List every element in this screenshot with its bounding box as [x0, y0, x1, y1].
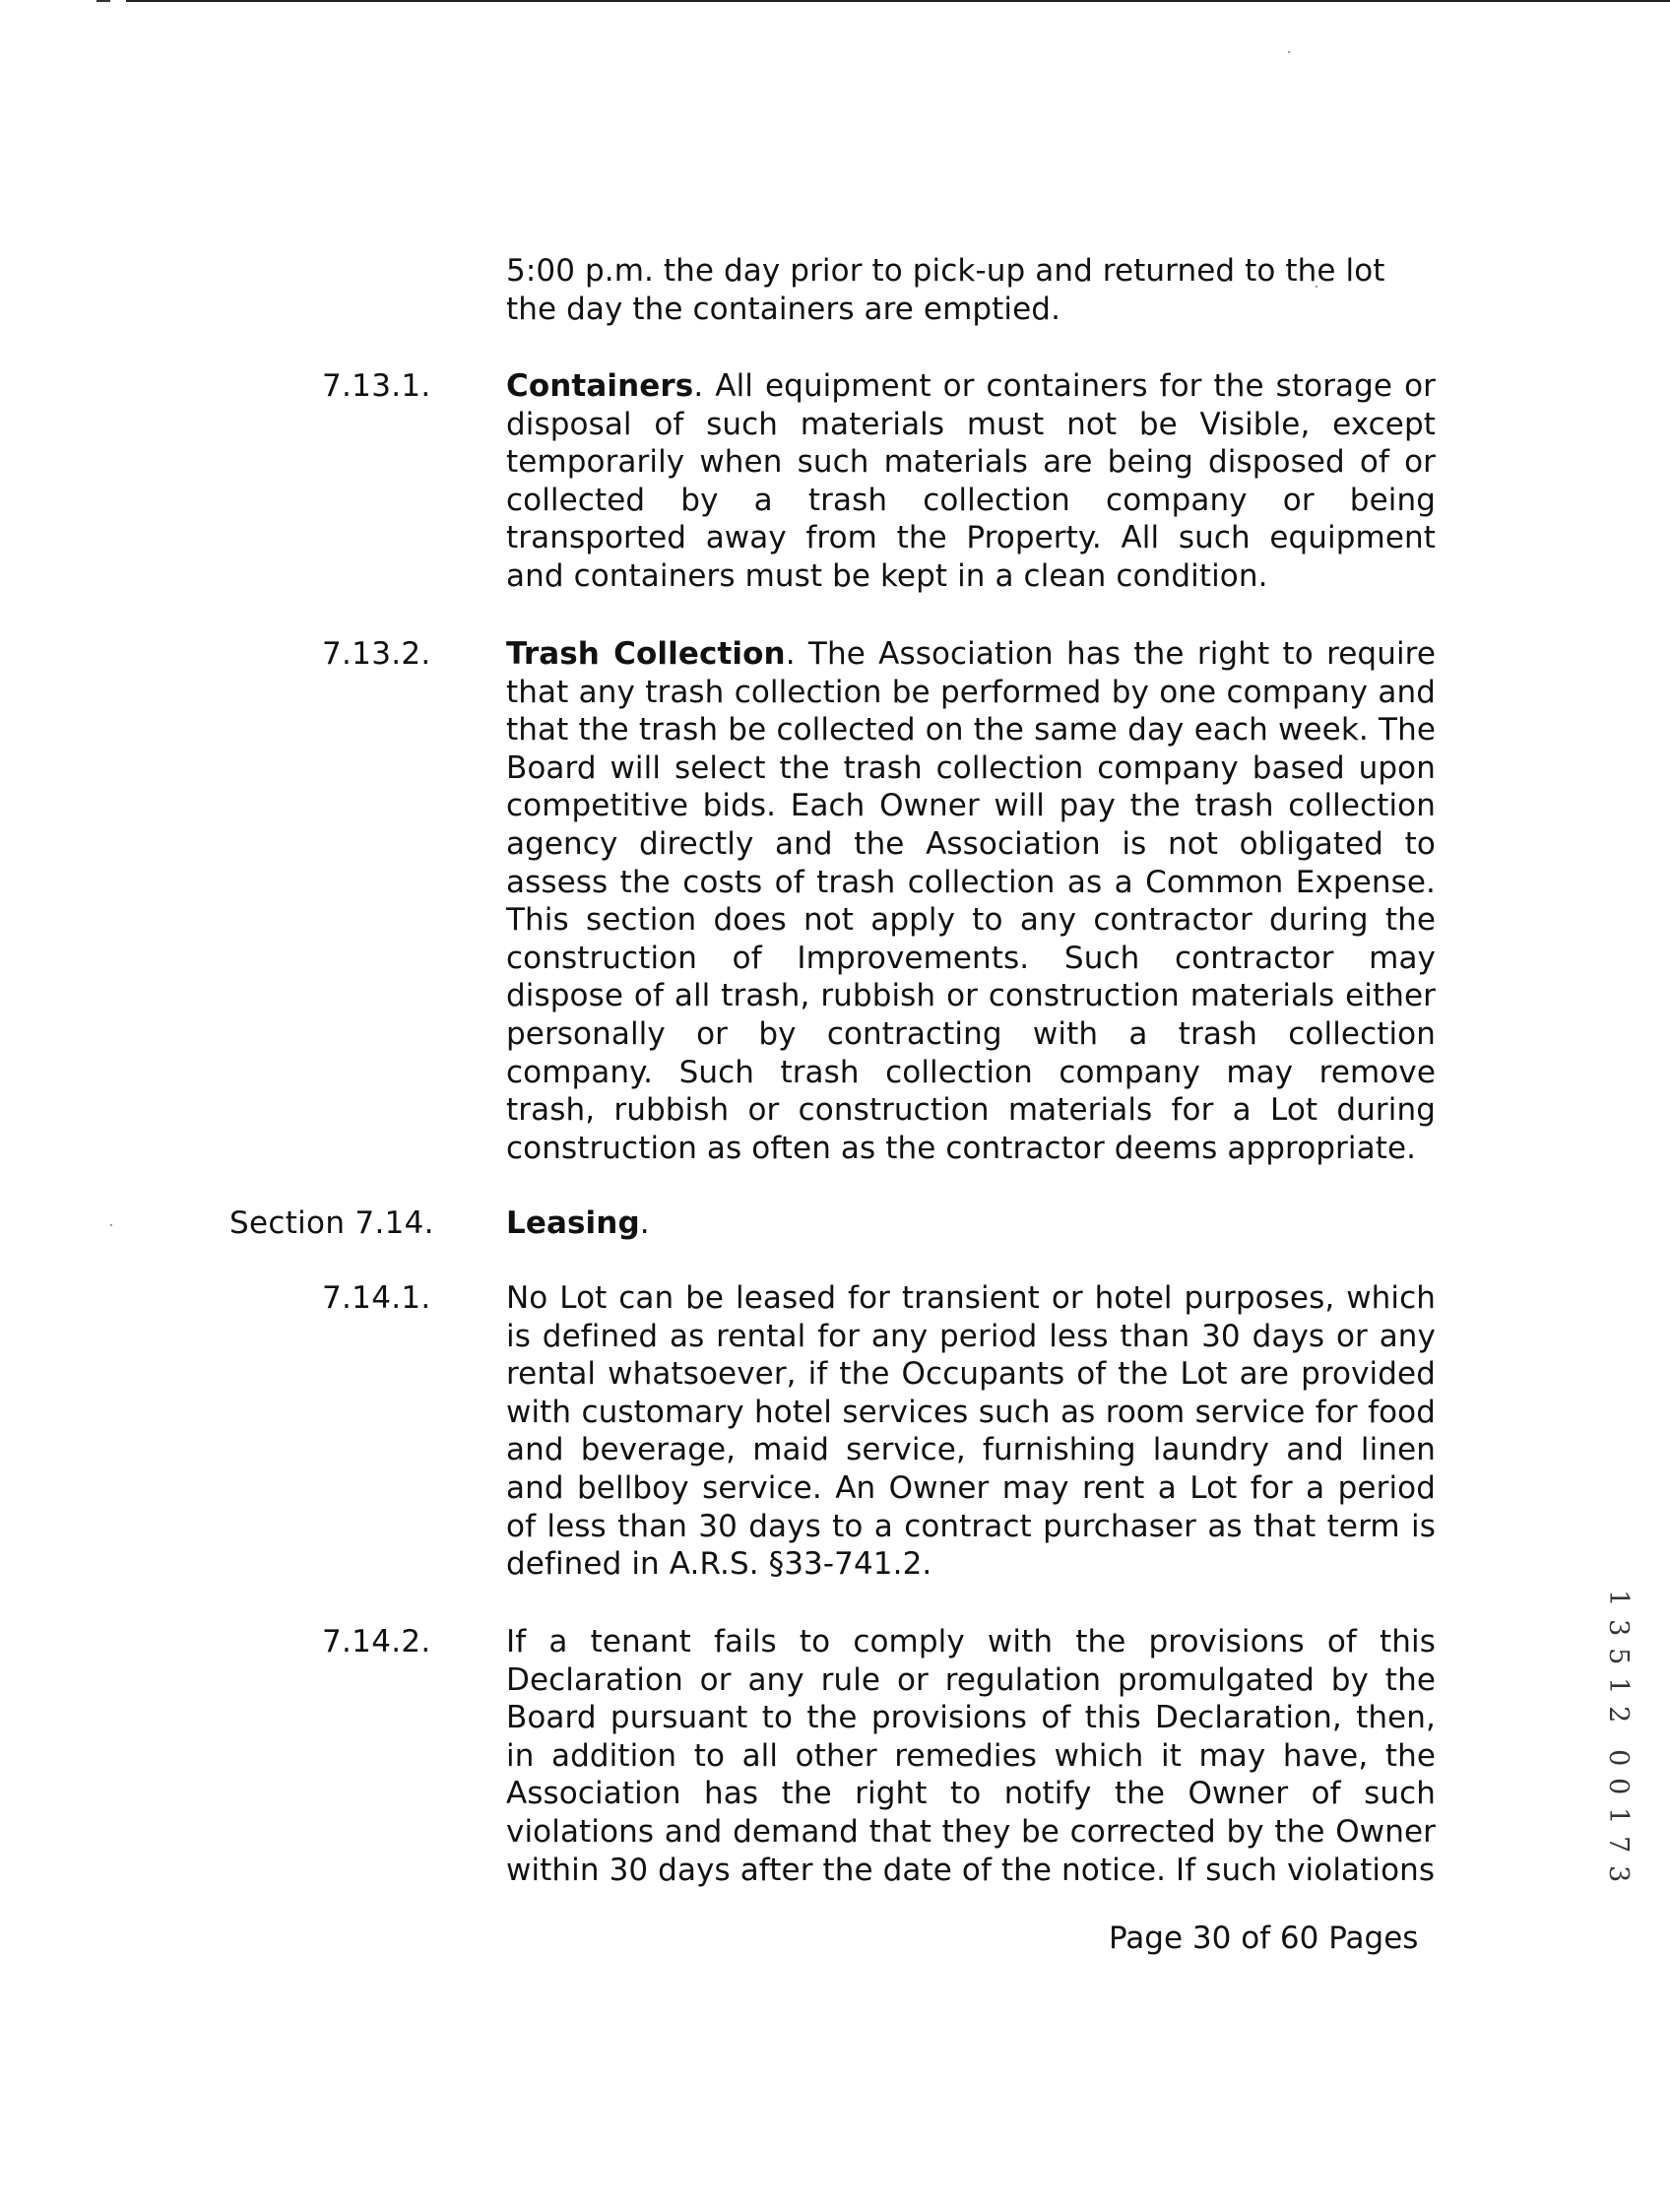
recording-number-stamp [1602, 1584, 1634, 1888]
section-number: Section 7.14. [229, 1205, 434, 1241]
recording-digit: 1 [1602, 1806, 1634, 1824]
recording-digit: 0 [1602, 1778, 1634, 1795]
section-body: . [639, 1205, 650, 1241]
continuation-paragraph: 5:00 p.m. the day prior to pick-up and returned to the lot the day the containers are emptied. [506, 253, 1385, 327]
scan-top-border [126, 0, 1670, 2]
page-number-footer: Page 30 of 60 Pages [1109, 1920, 1419, 1956]
recording-digit: 0 [1602, 1748, 1634, 1766]
recording-digit: 3 [1602, 1864, 1634, 1882]
scan-edge-mark [96, 0, 110, 2]
section-body: If a tenant fails to comply with the provisions of this Declaration or any rule or regulation promulgated by the Board pursuant to the provisions of this Declaration, then, in addition to all other remedies which it may have, the Association has the right to notify the Owner of such violations and demand that they be corrected by the Owner within 30 days after the date of the notice. If such violations [506, 1624, 1436, 1888]
recording-digit: 1 [1602, 1676, 1634, 1694]
section-number: 7.14.1. [322, 1280, 431, 1316]
scan-speck [1288, 51, 1290, 53]
recording-digit: 3 [1602, 1618, 1634, 1636]
section-paragraph [506, 367, 1436, 596]
section-paragraph [506, 635, 1436, 1167]
recording-digit: 7 [1602, 1836, 1634, 1854]
section-heading: Containers [506, 368, 694, 404]
section-body: . All equipment or containers for the storage or disposal of such materials must not be Visible, except temporarily when such materials are being disposed of or collected by a trash collection company or being transported away from the Property. All such equipment and containers must be kept in a clean condition. [506, 368, 1436, 594]
section-paragraph [506, 1279, 1436, 1584]
scan-speck [110, 1224, 112, 1226]
recording-digit: 2 [1602, 1706, 1634, 1724]
section-heading: Leasing [506, 1205, 640, 1241]
recording-digit: 5 [1602, 1648, 1634, 1665]
section-number: 7.13.1. [322, 368, 431, 404]
section-number: 7.14.2. [322, 1624, 431, 1659]
section-heading: Trash Collection [506, 636, 786, 672]
section-paragraph [506, 1204, 1436, 1243]
section-body: . The Association has the right to require that any trash collection be performed by one company and that the trash be collected on the same day each week. The Board will select the trash collection company based upon competitive bids. Each Owner will pay the trash collection agency directly and the Association is not obligated to assess the costs of trash collection as a Common Expense. This section does not apply to any contractor during the construction of Improvements. Such contractor may dispose of all trash, rubbish or construction materials either personally or by contracting with a trash collection company. Such trash collection company may remove trash, rubbish or construction materials for a Lot during construction as often as the contractor deems appropriate. [506, 636, 1436, 1166]
section-body: No Lot can be leased for transient or hotel purposes, which is defined as rental for any period less than 30 days or any rental whatsoever, if the Occupants of the Lot are provided with customary hotel services such as room service for food and beverage, maid service, furnishing laundry and linen and bellboy service. An Owner may rent a Lot for a period of less than 30 days to a contract purchaser as that term is defined in A.R.S. §33-741.2. [506, 1280, 1436, 1583]
section-number: 7.13.2. [322, 636, 431, 672]
section-paragraph [506, 1623, 1436, 1889]
recording-digit: 1 [1602, 1590, 1634, 1607]
